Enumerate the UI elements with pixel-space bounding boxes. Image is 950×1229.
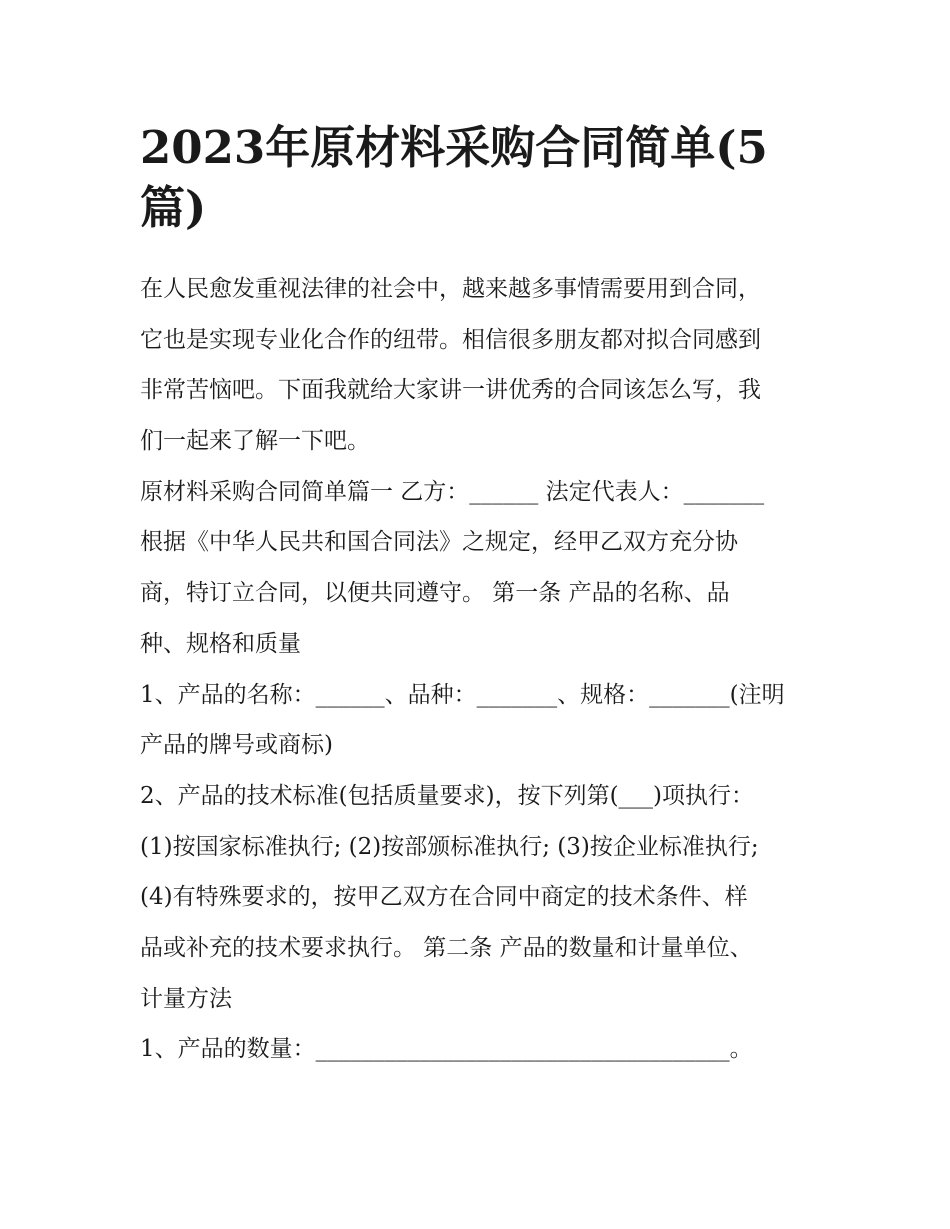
body-line: 在人民愈发重视法律的社会中，越来越多事情需要用到合同， <box>140 276 761 302</box>
body-line: 原材料采购合同简单篇一 乙方：______ 法定代表人：_______ <box>140 478 765 505</box>
title-line: 篇) <box>140 181 207 234</box>
body-line: 产品的牌号或商标) <box>140 732 333 759</box>
body-line: 非常苦恼吧。下面我就给大家讲一讲优秀的合同该怎么写，我 <box>140 377 761 404</box>
document-page <box>140 118 820 1075</box>
body-line: 计量方法 <box>140 985 232 1012</box>
body-line: 2、产品的技术标准(包括质量要求)，按下列第(___)项执行： <box>140 782 755 809</box>
body-line: 品或补充的技术要求执行。 第二条 产品的数量和计量单位、 <box>140 934 753 961</box>
body-line: 商，特订立合同，以便共同遵守。 第一条 产品的名称、品 <box>140 580 730 607</box>
body-line: 种、规格和质量 <box>140 630 301 657</box>
body-line: 它也是实现专业化合作的纽带。相信很多朋友都对拟合同感到 <box>140 326 761 353</box>
body-line: 根据《中华人民共和国合同法》之规定，经甲乙双方充分协 <box>140 529 738 556</box>
body-line: 1、产品的名称：______、品种：_______、规格：_______(注明 <box>140 681 785 708</box>
body-line: 1、产品的数量：____________________________________。 <box>140 1036 753 1063</box>
document-title <box>140 118 820 238</box>
body-line: (4)有特殊要求的，按甲乙双方在合同中商定的技术条件、样 <box>140 884 748 911</box>
document-body <box>140 264 820 1075</box>
body-line: (1)按国家标准执行; (2)按部颁标准执行; (3)按企业标准执行; <box>140 833 759 860</box>
title-line: 2023年原材料采购合同简单(5 <box>140 121 768 174</box>
body-line: 们一起来了解一下吧。 <box>140 428 370 455</box>
